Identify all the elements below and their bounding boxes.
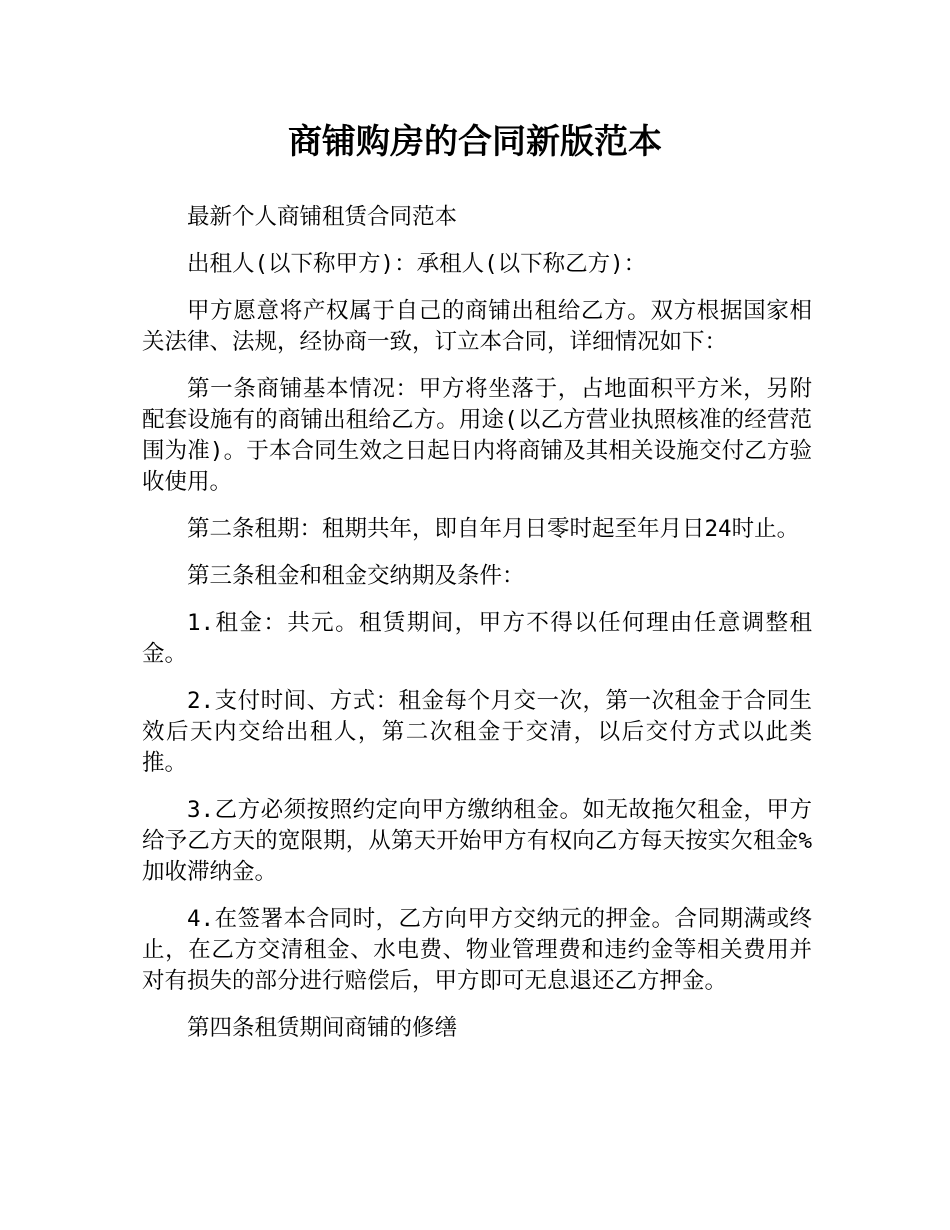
paragraph-article-3: 第三条租金和租金交纳期及条件： (187, 563, 525, 589)
paragraph-item-2: 2.支付时间、方式：租金每个月交一次，第一次租金于合同生效后天内交给出租人，第二次租金于交清，以后交付方式以此类推。 (142, 688, 812, 776)
paragraph-item-1: 1.租金：共元。租赁期间，甲方不得以任何理由任意调整租金。 (142, 610, 812, 667)
paragraph-article-1: 第一条商铺基本情况：甲方将坐落于，占地面积平方米，另附配套设施有的商铺出租给乙方。用途(以乙方营业执照核准的经营范围为准)。于本合同生效之日起日内将商铺及其相关设施交付乙方验收使用。 (142, 376, 812, 495)
paragraph-heading: 最新个人商铺租赁合同范本 (187, 204, 458, 230)
document-title: 商铺购房的合同新版范本 (288, 122, 662, 162)
paragraph-intro: 甲方愿意将产权属于自己的商铺出租给乙方。双方根据国家相关法律、法规，经协商一致，订立本合同，详细情况如下： (142, 298, 812, 355)
paragraph-article-2: 第二条租期：租期共年，即自年月日零时起至年月日24时止。 (187, 516, 800, 542)
paragraph-article-4: 第四条租赁期间商铺的修缮 (187, 1015, 458, 1041)
paragraph-item-3: 3.乙方必须按照约定向甲方缴纳租金。如无故拖欠租金，甲方给予乙方天的宽限期，从第天开始甲方有权向乙方每天按实欠租金%加收滞纳金。 (142, 797, 812, 885)
paragraph-parties: 出租人(以下称甲方)：承租人(以下称乙方)： (187, 251, 647, 277)
paragraph-item-4: 4.在签署本合同时，乙方向甲方交纳元的押金。合同期满或终止，在乙方交清租金、水电费、物业管理费和违约金等相关费用并对有损失的部分进行赔偿后，甲方即可无息退还乙方押金。 (142, 906, 812, 994)
document-body (142, 202, 812, 1060)
